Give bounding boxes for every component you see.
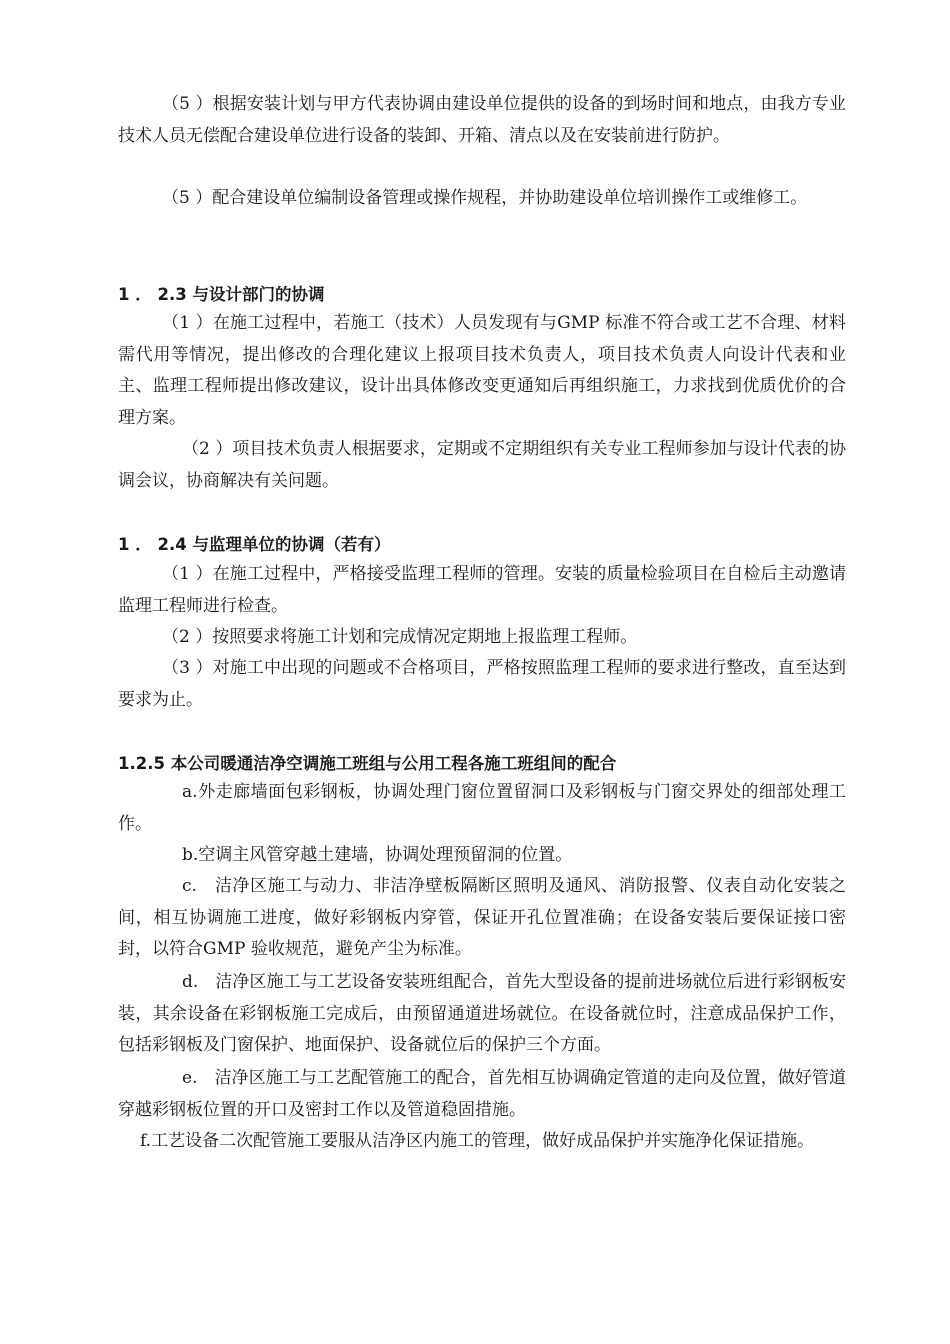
cooperation-item-e: e. 洁净区施工与工艺配管施工的配合，首先相互协调确定管道的走向及位置，做好管道穿越彩钢板位置的开口及密封工作以及管道稳固措施。 bbox=[118, 1068, 846, 1120]
cooperation-item-f: f.工艺设备二次配管施工要服从洁净区内施工的管理，做好成品保护并实施净化保证措施。 bbox=[140, 1131, 815, 1151]
paragraph-equipment-arrival: （5 ）根据安装计划与甲方代表协调由建设单位提供的设备的到场时间和地点，由我方专业技术人员无偿配合建设单位进行设备的装卸、开箱、清点以及在安装前进行防护。 bbox=[118, 94, 846, 146]
cooperation-item-a: a.外走廊墙面包彩钢板，协调处理门窗位置留洞口及彩钢板与门窗交界处的细部处理工作。 bbox=[118, 782, 846, 834]
section-heading-supervision-coordination: 1 ． 2.4 与监理单位的协调（若有） bbox=[118, 535, 391, 554]
cooperation-item-d: d. 洁净区施工与工艺设备安装班组配合，首先大型设备的提前进场就位后进行彩钢板安装，其余设备在彩钢板施工完成后，由预留通道进场就位。在设备就位时，注意成品保护工作，包括彩钢板及门窗保护、地面保护、设备就位后的保护三个方面。 bbox=[118, 972, 846, 1055]
design-item-2: （2 ）项目技术负责人根据要求，定期或不定期组织有关专业工程师参加与设计代表的协调会议，协商解决有关问题。 bbox=[118, 439, 846, 491]
design-item-1: （1 ）在施工过程中，若施工（技术）人员发现有与GMP 标准不符合或工艺不合理、材料需代用等情况，提出修改的合理化建议上报项目技术负责人，项目技术负责人向设计代表和业主、监理工程师提出修改建议，设计出具体修改变更通知后再组织施工，力求找到优质优价的合理方案。 bbox=[118, 313, 846, 428]
cooperation-item-c: c. 洁净区施工与动力、非洁净壁板隔断区照明及通风、消防报警、仪表自动化安装之间，相互协调施工进度，做好彩钢板内穿管，保证开孔位置准确；在设备安装后要保证接口密封，以符合GMP 验收规范，避免产尘为标准。 bbox=[118, 876, 846, 959]
paragraph-operation-rules: （5 ）配合建设单位编制设备管理或操作规程，并协助建设单位培训操作工或维修工。 bbox=[162, 188, 808, 208]
supervision-item-1: （1 ）在施工过程中，严格接受监理工程师的管理。安装的质量检验项目在自检后主动邀请监理工程师进行检查。 bbox=[118, 564, 846, 616]
section-heading-team-cooperation: 1.2.5 本公司暖通洁净空调施工班组与公用工程各施工班组间的配合 bbox=[118, 754, 617, 773]
supervision-item-2: （2 ）按照要求将施工计划和完成情况定期地上报监理工程师。 bbox=[162, 627, 638, 647]
cooperation-item-b: b.空调主风管穿越土建墙，协调处理预留洞的位置。 bbox=[182, 845, 573, 865]
supervision-item-3: （3 ）对施工中出现的问题或不合格项目，严格按照监理工程师的要求进行整改，直至达到要求为止。 bbox=[118, 658, 846, 710]
section-heading-design-coordination: 1 ． 2.3 与设计部门的协调 bbox=[118, 285, 325, 304]
